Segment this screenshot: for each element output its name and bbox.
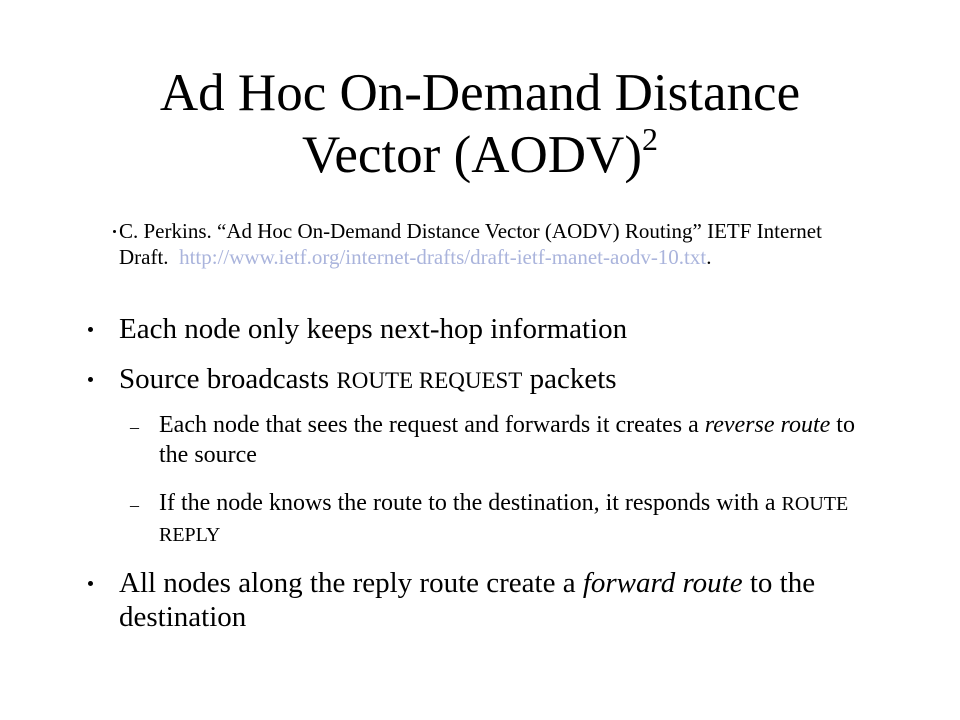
bullet-text-post: to the destination: [119, 567, 816, 633]
bullet-text-pre: All nodes along the reply route create a: [119, 567, 576, 599]
bullet-item: [119, 362, 879, 398]
forward-route-term: forward route: [582, 567, 743, 599]
bullet-text-post: packets: [529, 363, 617, 395]
reference-item: [79, 218, 859, 270]
sub-bullet-text-post: to the source: [159, 412, 855, 468]
title-line-2: [80, 121, 880, 186]
bullet-item: [119, 312, 879, 346]
bullet-icon: [88, 581, 93, 586]
sub-bullet-text-pre: Each node that sees the request and forwards it creates a: [159, 412, 699, 438]
bullet-item: [119, 566, 879, 634]
reference-bullet-icon: [113, 230, 116, 233]
title-line-2-text: Vector (AODV): [302, 126, 642, 184]
sub-bullet-item: [130, 488, 889, 550]
slide-title: [80, 62, 880, 186]
sub-bullet-text-pre: If the node knows the route to the destination, it responds with a: [159, 490, 776, 516]
route-request-term: ROUTE REQUEST: [336, 368, 523, 393]
reference-text-block: [119, 218, 859, 270]
title-superscript: 2: [641, 121, 658, 157]
dash-bullet-icon: –: [130, 417, 139, 437]
reference-link[interactable]: http://www.ietf.org/internet-drafts/draft-ietf-manet-aodv-10.txt: [179, 245, 707, 269]
route-reply-term: ROUTE REPLY: [159, 493, 849, 546]
sub-bullet-item: [130, 410, 889, 470]
dash-bullet-icon: –: [130, 495, 139, 515]
reference-text: C. Perkins. “Ad Hoc On-Demand Distance Vector (AODV) Routing” IETF Internet Draft.: [119, 219, 822, 269]
reference-trailing: .: [706, 245, 712, 269]
bullet-icon: [88, 327, 93, 332]
bullet-icon: [88, 377, 93, 382]
bullet-text: Each node only keeps next-hop information: [119, 313, 628, 345]
reverse-route-term: reverse route: [704, 412, 831, 438]
title-line-1: Ad Hoc On-Demand Distance: [159, 64, 801, 122]
bullet-text-pre: Source broadcasts: [119, 363, 330, 395]
